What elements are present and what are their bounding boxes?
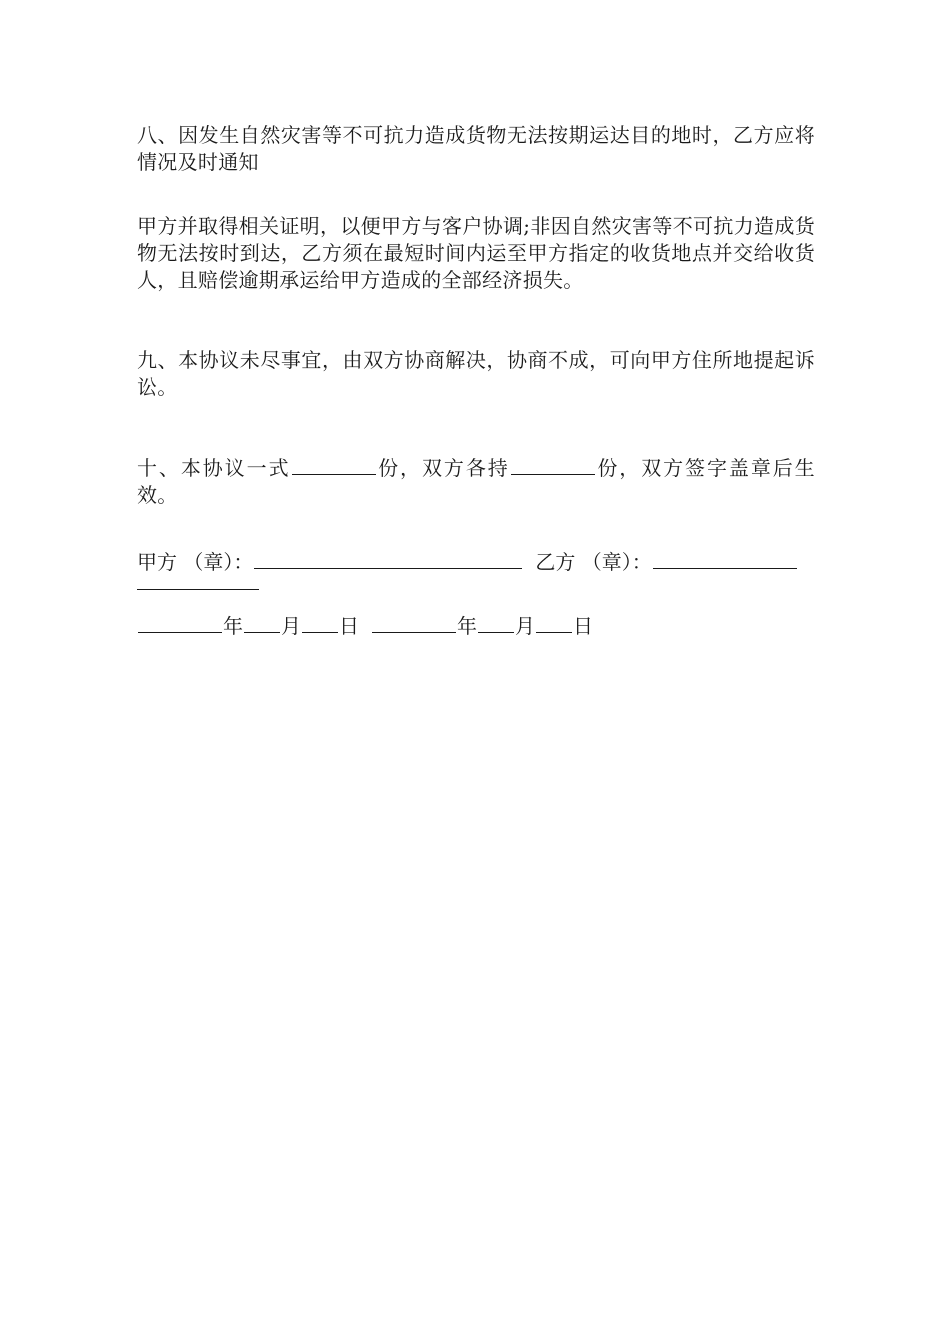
party-a-day-blank[interactable] — [302, 614, 338, 633]
copies-total-blank[interactable] — [292, 456, 376, 475]
party-b-day-blank[interactable] — [536, 614, 572, 633]
clause-10-text-c: 份，双方签字盖章后生效。 — [137, 456, 815, 507]
party-a-month-blank[interactable] — [244, 614, 280, 633]
party-b-signature-blank-continued[interactable] — [137, 577, 259, 590]
party-a-label: 甲方 （章）： — [137, 550, 254, 574]
party-a-month-label: 月 — [281, 614, 301, 638]
party-b-year-label: 年 — [457, 614, 477, 638]
clause-10-text-a: 十、本协议一式 — [137, 456, 291, 480]
party-a-signature-blank[interactable] — [254, 550, 522, 569]
document-page — [137, 122, 815, 640]
party-a-day-label: 日 — [339, 614, 359, 638]
signature-row — [137, 547, 815, 603]
clause-9: 九、本协议未尽事宜，由双方协商解决，协商不成，可向甲方住所地提起诉讼。 — [137, 348, 815, 399]
party-b-month-label: 月 — [515, 614, 535, 638]
clause-10 — [137, 455, 815, 509]
party-b-signature-blank[interactable] — [653, 550, 797, 569]
party-b-month-blank[interactable] — [478, 614, 514, 633]
party-a-year-label: 年 — [223, 614, 243, 638]
clause-8-part-2: 甲方并取得相关证明，以便甲方与客户协调;非因自然灾害等不可抗力造成货物无法按时到达，乙方须在最短时间内运至甲方指定的收货地点并交给收货人，且赔偿逾期承运给甲方造成的全部经济损失。 — [137, 214, 815, 292]
signature-line — [137, 547, 815, 578]
copies-each-blank[interactable] — [511, 456, 595, 475]
clause-10-text-b: 份，双方各持 — [376, 456, 510, 480]
clause-8-part-1: 八、因发生自然灾害等不可抗力造成货物无法按期运达目的地时，乙方应将情况及时通知 — [137, 123, 815, 174]
date-row — [137, 613, 815, 640]
party-b-day-label: 日 — [573, 614, 593, 638]
party-a-year-blank[interactable] — [138, 614, 222, 633]
party-b-year-blank[interactable] — [372, 614, 456, 633]
party-b-label: 乙方 （章）： — [535, 550, 652, 574]
